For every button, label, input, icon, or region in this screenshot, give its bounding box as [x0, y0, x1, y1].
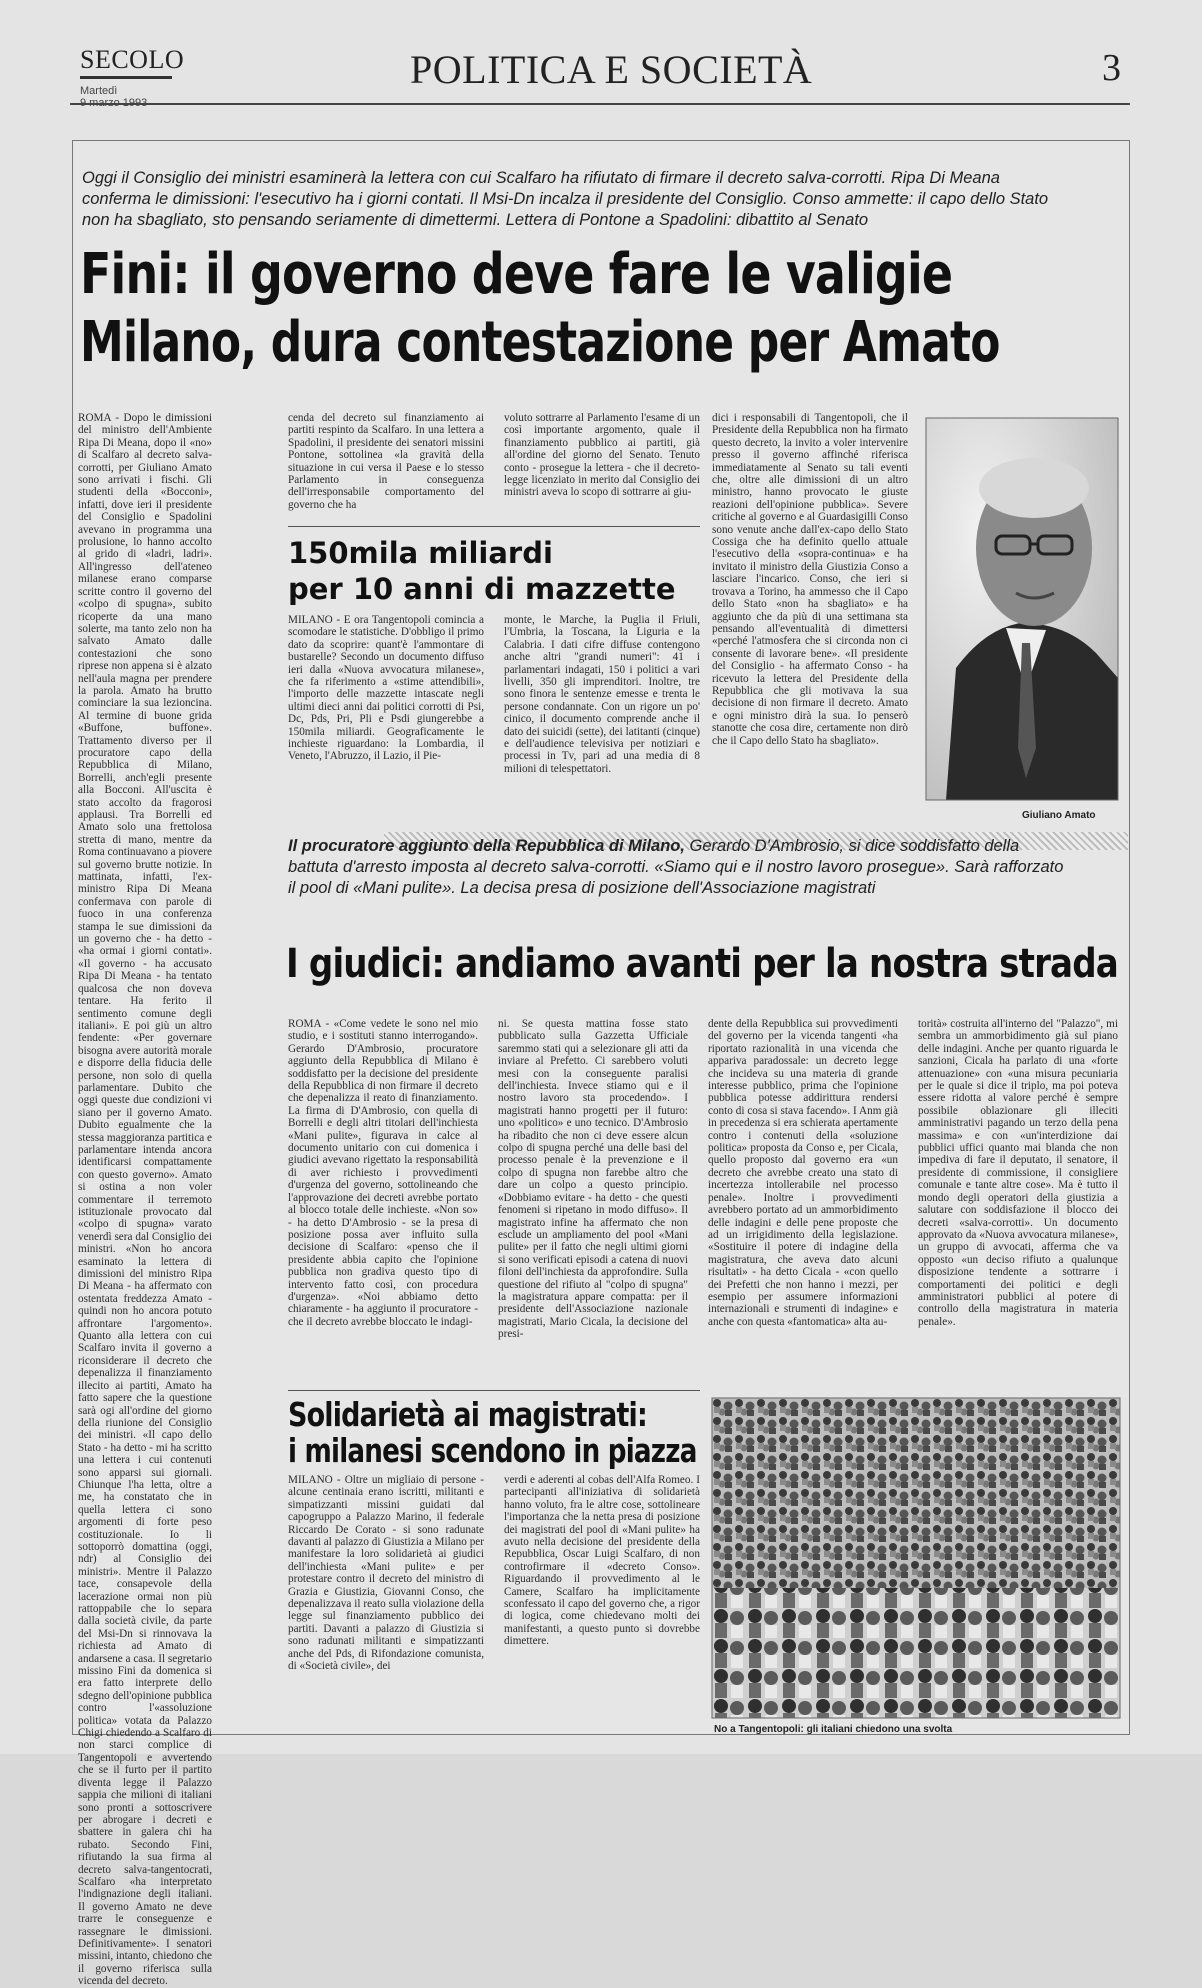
judges-column-2: ni. Se questa mattina fosse stato pubblicato sulla Gazzetta Ufficiale saremmo stati qui a selezionare gli atti da inviare al Prefetto. Ci sarebbero voluti mesi con la conseguente paralisi dell'inchiesta. Invece stiamo qui e il nostro lavoro sta procedendo». I magistrati hanno progetti per il futuro: uno «politico» e uno tecnico. D'Ambrosio ha ribadito che non ci deve essere alcun colpo di spugna perché una delle basi del processo penale è la prevenzione e il colpo di spugna non farebbe altro che dare un colpo a questo principio. «Dobbiamo evitare - ha detto - che questi fenomeni si ripetano in modo diffuso». Il magistrato infine ha affermato che non esclude un ampliamento del pool «Mani pulite» per il fatto che negli ultimi giorni si sono verificati episodi a catena di nuovi filoni dell'inchiesta da approfondire. Sulla questione del rifiuto al "colpo di spugna" la magistratura appare compatta: per il presidente dell'Associazione nazionale magistrati, Mario Cicala, la decisione del presi-: [498, 1018, 688, 1341]
judges-headline: I giudici: andiamo avanti per la nostra strada: [286, 941, 1118, 987]
crowd-photo: [712, 1398, 1120, 1718]
top-story-column-3: voluto sottrarre al Parlamento l'esame di un così importante argomento, quale il finanziamento pubblico ai partiti, già all'ordine del giorno del Senato. Tenuto conto - prosegue la lettera - che il decreto-legge licenziato in merito dal Consiglio dei ministri aveva lo scopo di sottrarre ai giu-: [504, 412, 700, 499]
judges-column-3: dente della Repubblica sui provvedimenti del governo per la vicenda tangenti «ha riportato razionalità in una vicenda che appariva paradossale: un decreto legge che incideva su una materia di grande interesse pubblico, prima che l'opinione pubblica potesse addirittura rendersi conto di cosa si stava facendo». I Anm già in precedenza si era schierata apertamente contro i contenuti della «soluzione politica» proposta da Conso e, per Cicala, quello proposto dal governo era «un decreto che avrebbe creato una stato di incertezza intollerabile nel processo penale». Inoltre i provvedimenti avrebbero portato ad un ammorbidimento delle indagini e delle pene proposte che ad un irrigidimento della legislazione. «Sostituire il potere di indagine della magistratura, che aveva dato alcuni risultati» - ha detto Cicala - «con quello dei Prefetti che non hanno i mezzi, per esempio per assumere informazioni internazionali e strumenti di indagine» e anche con questa «fantomatica» alta au-: [708, 1018, 898, 1328]
crowd-image: [712, 1398, 1120, 1718]
issue-date: [80, 85, 147, 109]
rally-top-rule: [288, 1390, 700, 1391]
box-top-rule: [288, 526, 700, 527]
top-story-headline-2: Milano, dura contestazione per Amato: [80, 310, 1000, 375]
mazzette-column-2: monte, le Marche, la Puglia il Friuli, l'Umbria, la Toscana, la Liguria e la Calabria. I dati cifre diffuse contengono anche altri "grandi numeri": 41 i parlamentari indagati, 150 i politici a vari livelli, 350 gli imprenditori. Inoltre, tre sono finora le sentenze emesse e trenta le persone condannate. Con un rigore un po' cinico, il documento comprende anche il dato dei suicidi (sette), dei latitanti (cinque) e dell'audience televisiva per notiziari e processi in Tv, pari ad una media di 8 milioni di telespettatori.: [504, 614, 700, 775]
rally-column-2: verdi e aderenti al cobas dell'Alfa Romeo. I partecipanti all'iniziativa di solidarietà hanno voluto, fra le altre cose, sottolineare l'importanza che la netta presa di posizione dei magistrati del pool di «Mani pulite» ha avuto nella decisione del presidente della Repubblica, Oscar Luigi Scalfaro, di non controfirmare il «decreto Conso». Riguardando il provvedimento al le Camere, Scalfaro ha implicitamente sconfessato il capo del governo che, a rigor di logica, come chiedevano molti dei manifestanti, a questo punto si dovrebbe dimettere.: [504, 1474, 700, 1648]
judges-kicker-lead: Il procuratore aggiunto della Repubblica di Milano,: [288, 837, 685, 855]
mazzette-headline-1: 150mila miliardi: [288, 536, 553, 570]
amato-photo: [926, 418, 1118, 800]
top-story-column-2: cenda del decreto sul finanziamento ai partiti respinto da Scalfaro. In una lettera a Spadolini, il presidente dei senatori missini Pontone, sottolinea «la gravità della situazione in cui versa il Paese e lo stesso Parlamento in conseguenza dell'irresponsabile comportamento del governo che ha: [288, 412, 484, 511]
rally-headline-1: Solidarietà ai magistrati:: [288, 1395, 647, 1434]
page-number: 3: [1102, 47, 1121, 89]
rally-headline-2: i milanesi scendono in piazza: [288, 1431, 697, 1470]
top-story-headline-1: Fini: il governo deve fare le valigie: [80, 242, 953, 307]
masthead-rule: [70, 103, 1130, 105]
judges-column-4: torità» costruita all'interno del "Palazzo", mi sembra un ammorbidimento già sul piano delle indagini. Anche per quanto riguarda le sanzioni, Cicala ha parlato di una «forte attenuazione» con «una misura pecuniaria per le quale si dice il triplo, ma poi poteva essere ridotta al valore perché è sempre possibile oblazionare gli illeciti amministrativi pagando un terzo della pena massima» e con «un'interdizione dai pubblici uffici quanto mai blanda che non impediva di fare il deputato, il senatore, il presidente di commissione, il consigliere comunale e tante altre cose». Ma è tutto il mondo degli operatori della giustizia a salutare con soddisfazione il blocco dei decreti «salva-corrotti». Un documento approvato da «Nuova avvocatura milanese», un gruppo di avvocati, afferma che va opposto «un deciso rifiuto a qualunque disposizione tendente a sottrarre i comportamenti dei politici e degli amministratori pubblici al potere di controllo della magistratura in materia penale».: [918, 1018, 1118, 1328]
mazzette-headline-2: per 10 anni di mazzette: [288, 572, 676, 606]
mazzette-column-1: MILANO - E ora Tangentopoli comincia a scomodare le statistiche. D'obbligo il primo dato da scoprire: quant'è l'ammontare di bustarelle? Secondo un documento diffuso ieri dalla «Nuova avvocatura milanese», che fa riferimento a «stime attendibili», l'importo delle mazzette intascate negli ultimi dieci anni dai politici corrotti di Psi, Dc, Pds, Pri, Pli e Psdi giungerebbe a 150mila miliardi. Geograficamente le inchieste riguardano: la Lombardia, il Veneto, l'Abruzzo, il Lazio, il Pie-: [288, 614, 484, 763]
amato-portrait-image: [926, 418, 1118, 800]
crowd-photo-caption: No a Tangentopoli: gli italiani chiedono una svolta: [714, 1724, 953, 1735]
newspaper-logo: SECOLO: [80, 45, 184, 79]
top-story-column-1: ROMA - Dopo le dimissioni del ministro dell'Ambiente Ripa Di Meana, dopo il «no» di Scalfaro al decreto salva-corrotti, per Giuliano Amato sono arrivati i fischi. Gli studenti della «Bocconi», infatti, dove ieri il presidente del Consiglio e Spadolini avevano in programma una prolusione, lo hanno accolto al grido di «ladri, ladri». All'ingresso dell'ateneo milanese erano comparse scritte contro il governo del «colpo di spugna», subito ricoperte da una mano solerte, ma tanto zelo non ha salvato Amato dalle contestazioni che sono riprese non appena si è alzato nell'aula magna per prendere la parola. Amato ha brutto cominciare la sua lezioncina. Al termine di buone grida «Buffone, buffone». Trattamento diverso per il procuratore capo della Repubblica di Milano, Borrelli, anch'egli presente alla Bocconi. All'uscita è stato accolto da fragorosi applausi. Tra Borrelli ed Amato solo una frettolosa stretta di mano, mentre da Roma continuavano a piovere sul governo brutte notizie. In mattinata, infatti, l'ex-ministro Ripa Di Meana confermava con parole di fuoco in una conferenza stampa le sue dimissioni da un governo che - ha detto - «ha ormai i giorni contati». «Il governo - ha accusato Ripa Di Meana - ha tentato qualcosa che non doveva tentare. Ha ferito il sentimento comune degli italiani». E poi giù un altro fendente: «Per governare bisogna avere autorità morale e disporre della fiducia delle persone, non solo di quella parlamentare. Dubito che oggi queste due condizioni vi siano per il governo Amato. Dubito egualmente che la stessa maggioranza partitica e parlamentare intenda ancora identificarsi compattamente con questo governo». Amato si ostina a non voler commentare il terremoto istituzionale provocato dal «colpo di spugna» varato venerdì sera dal Consiglio dei ministri. «Non ho ancora esaminato la lettera di dimissioni del ministro Ripa Di Meana - ha affermato con ostentata freddezza Amato - quindi non ho ancora potuto affrontare l'argomento». Quanto alla lettera con cui Scalfaro invita il governo a riconsiderare il decreto che depenalizza il finanziamento illecito ai partiti, Amato ha fatto sapere che la questione sarà ogi all'ordine del giorno della riunione del Consiglio dei ministri. «Il capo dello Stato - ha detto - mi ha scritto una lettera i cui contenuti sono apparsi sui giornali. Chiunque l'ha letta, oltre a me, ha constatato che in quella lettera ci sono argomenti di forte peso costituzionale. Io li sottoporrò domattina (oggi, ndr) al Consiglio dei ministri». Mentre il Palazzo tace, consapevole della lacerazione ormai non più rattoppabile che lo separa dalla società civile, da parte del Msi-Dn si rinnovava la richiesta ad Amato di andarsene a casa. Il segretario missino Fini da domenica si era fatto interprete dello sdegno dell'opinione pubblica contro l'«assoluzione politica» votata da Palazzo Chigi chiedendo a Scalfaro di non starci complice di Tangentopoli e avvertendo che se il furto per il partito diventa legge il Palazzo sappia che milioni di italiani sono pronti a sottoscrivere per abrogare i decreti e sbattere in galera chi ha rubato. Secondo Fini, rifiutando la sua firma al decreto salva-tangentocrati, Scalfaro «ha interpretato l'indignazione degli italiani. Il governo Amato ne deve trarre le conseguenze e rassegnare le dimissioni. Definitivamente». I senatori missini, intanto, chiedono che il governo riferisca sulla vicenda del decreto.: [78, 412, 212, 1988]
top-story-column-4: dici i responsabili di Tangentopoli, che il Presidente della Repubblica non ha firmato questo decreto, la invito a voler intervenire presso il governo affinché riferisca immediatamente al Senato su tali eventi che, oltre alle dimissioni di un altro ministro, hanno provocato le giuste reazioni dell'opinione pubblica». Severe critiche al governo e al Guardasigilli Conso sono venute anche dall'ex-capo dello Stato Cossiga che ha definito quello attuale l'esecutivo della «sopra-continua» e ha invitato il ministro della Giustizia Conso a lasciare l'incarico. Conso, che ieri si trovava a Torino, ha ammesso che il Capo dello Stato «non ha sbagliato» e ha aggiunto che da più di una settimana sta pensando all'eventualità di dimettersi «perché l'atmosfera che si circonda non ci consente di lavorare bene». «Il presidente del Consiglio - ha affermato Conso - ha ricevuto la lettera del Presidente della Repubblica che gli motivava la sua decisione di non firmare il decreto. Amato e ogni ministro dirà la sua. Io penserò stanotte che cosa dire, certamente non dirò che il Capo dello Stato ha sbagliato».: [712, 412, 908, 747]
judges-kicker: [288, 836, 1068, 899]
top-story-kicker: Oggi il Consiglio dei ministri esaminerà la lettera con cui Scalfaro ha rifiutato di firmare il decreto salva-corrotti. Ripa Di Meana conferma le dimissioni: l'esecutivo ha i giorni contati. Il Msi-Dn incalza il presidente del Consiglio. Conso ammette: il capo dello Stato non ha sbagliato, sto pensando seriamente di dimettermi. Lettera di Pontone a Spadolini: dibattito al Senato: [82, 169, 1049, 229]
issue-day: Martedì: [80, 85, 118, 97]
section-title: POLITICA E SOCIETÀ: [410, 47, 813, 92]
rally-column-1: MILANO - Oltre un migliaio di persone - alcune centinaia erano iscritti, militanti e simpatizzanti missini guidati dal capogruppo a Palazzo Marino, il federale Riccardo De Corato - si sono radunate davanti al palazzo di Giustizia a Milano per manifestare la loro solidarietà ai giudici dell'inchiesta «Mani pulite» e per protestare contro il decreto del ministro di Grazia e Giustizia, Giovanni Conso, che depenalizzava il reato sulla violazione della legge sul finanziamento pubblico dei partiti. Davanti a palazzo di Giustizia si sono radunati militanti e simpatizzanti anche del Pds, di Rifondazione comunista, di «Società civile», dei: [288, 1474, 484, 1673]
amato-photo-caption: Giuliano Amato: [1022, 810, 1096, 821]
judges-column-1: ROMA - «Come vedete le sono nel mio studio, e i sostituti stanno interrogando». Gerardo D'Ambrosio, procuratore aggiunto della Repubblica di Milano è soddisfatto per la decisione del presidente della Repubblica di non firmare il decreto che depenalizza il reato di finanziamento. La firma di D'Ambrosio, con quella di Borrelli e degli altri titolari dell'inchiesta «Mani pulite», figurava in calce al documento unitario con cui domenica i giudici avevano rigettato la responsabilità di aver richiesto i provvedimenti d'urgenza del governo, sottolineando che l'approvazione dei decreti avrebbe portato al blocco totale delle inchieste. «Non so» - ha detto D'Ambrosio - se la presa di posizione possa aver influito sulla decisione di Scalfaro: «penso che il presidente abbia capito che l'opinione pubblica non gradiva questo tipo di intervento fatto così, con procedura d'urgenza». «Noi abbiamo detto chiaramente - ha aggiunto il procuratore - che il decreto avrebbe bloccato le indagi-: [288, 1018, 478, 1328]
judges-kicker-text: Gerardo D'Ambrosio, si dice soddisfatto della battuta d'arresto imposta al decreto salva-corrotti. «Siamo qui e il nostro lavoro prosegue». Sarà rafforzato il pool di «Mani pulite». La decisa presa di posizione dell'Associazione magistrati: [288, 837, 1064, 897]
